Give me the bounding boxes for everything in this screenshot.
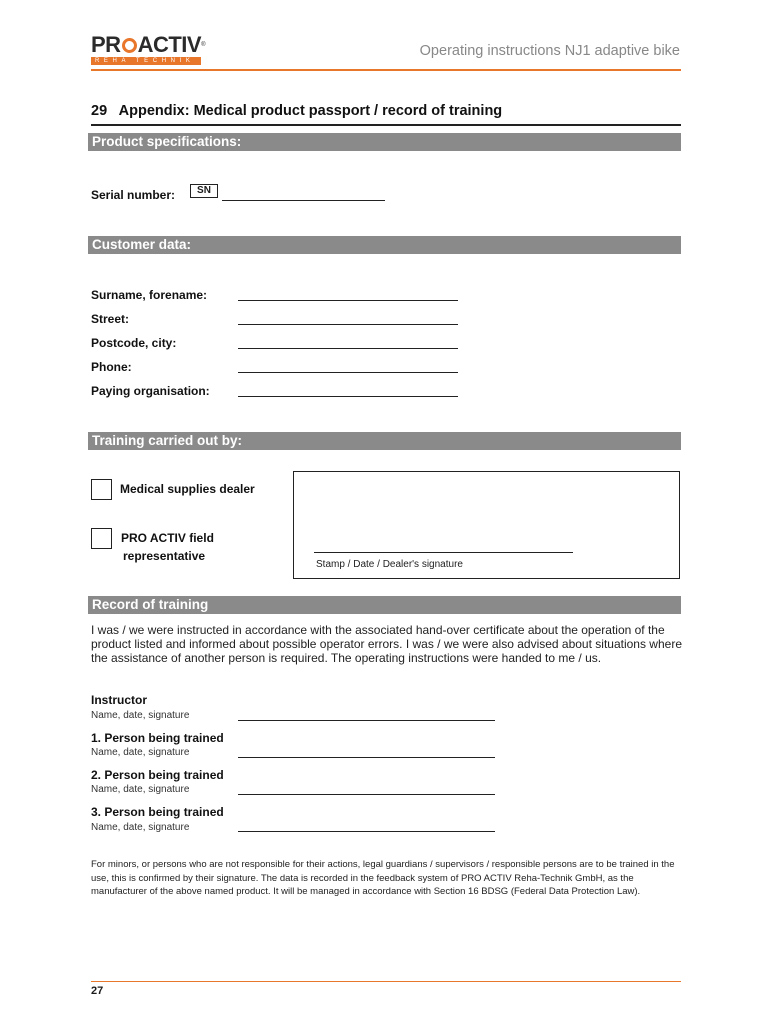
street-label: Street: [91, 312, 130, 326]
person3-signature-field[interactable] [238, 831, 495, 832]
instructor-sub: Name, date, signature [91, 710, 190, 721]
person1-sub: Name, date, signature [91, 747, 190, 758]
field-representative-label-line2: representative [123, 549, 206, 563]
stamp-caption: Stamp / Date / Dealer's signature [316, 559, 463, 570]
person2-sub: Name, date, signature [91, 784, 190, 795]
serial-prefix-box: SN [190, 184, 218, 198]
street-field[interactable] [238, 324, 458, 325]
person3-sub: Name, date, signature [91, 822, 190, 833]
person2-title: 2. Person being trained [91, 768, 224, 782]
logo-trademark: ® [201, 42, 205, 48]
footer-divider [91, 981, 681, 982]
record-of-training-bar: Record of training [88, 596, 681, 614]
postcode-city-label: Postcode, city: [91, 336, 177, 350]
training-statement: I was / we were instructed in accordance with the associated hand-over certificate about the operation of the product listed and informed about possible operator errors. I was / we were also advised about situations where the assistance of another person is required. The operating instructions were handed to me / us. [91, 623, 682, 665]
serial-number-label: Serial number: [91, 188, 176, 202]
paying-organisation-label: Paying organisation: [91, 384, 210, 398]
person1-signature-field[interactable] [238, 757, 495, 758]
proactiv-logo [91, 34, 211, 66]
logo-ring-icon [122, 38, 137, 53]
medical-supplies-dealer-checkbox[interactable] [91, 479, 112, 500]
postcode-city-field[interactable] [238, 348, 458, 349]
stamp-signature-line [314, 552, 573, 553]
logo-text-pre: PR [91, 32, 121, 57]
surname-label: Surname, forename: [91, 288, 208, 302]
phone-label: Phone: [91, 360, 132, 374]
person1-title: 1. Person being trained [91, 731, 224, 745]
medical-supplies-dealer-label: Medical supplies dealer [120, 482, 255, 496]
paying-organisation-field[interactable] [238, 396, 458, 397]
header-divider [91, 69, 681, 71]
page-heading: 29 Appendix: Medical product passport / record of training [91, 103, 503, 119]
logo-text-post: ACTIV [137, 32, 202, 57]
serial-number-field[interactable] [222, 200, 385, 201]
heading-rule [91, 124, 681, 126]
person3-title: 3. Person being trained [91, 805, 224, 819]
training-carried-out-bar: Training carried out by: [88, 432, 681, 450]
surname-field[interactable] [238, 300, 458, 301]
person2-signature-field[interactable] [238, 794, 495, 795]
phone-field[interactable] [238, 372, 458, 373]
field-representative-label-line1: PRO ACTIV field [121, 531, 214, 545]
instructor-signature-field[interactable] [238, 720, 495, 721]
data-protection-note: For minors, or persons who are not responsible for their actions, legal guardians / supervisors / responsible persons are to be trained in the use, this is confirmed by their signature. The data is recorded in the feedback system of PRO ACTIV Reha-Technik GmbH, as the manufacturer of the above named product. It will be managed in accordance with Section 16 BDSG (Federal Data Protection Law). [91, 859, 675, 897]
document-title: Operating instructions NJ1 adaptive bike [419, 43, 680, 59]
customer-data-bar: Customer data: [88, 236, 681, 254]
field-representative-checkbox[interactable] [91, 528, 112, 549]
page-number: 27 [91, 985, 104, 997]
product-specifications-bar: Product specifications: [88, 133, 681, 151]
instructor-title: Instructor [91, 693, 148, 707]
logo-subtitle: REHA TECHNIK [91, 57, 201, 65]
